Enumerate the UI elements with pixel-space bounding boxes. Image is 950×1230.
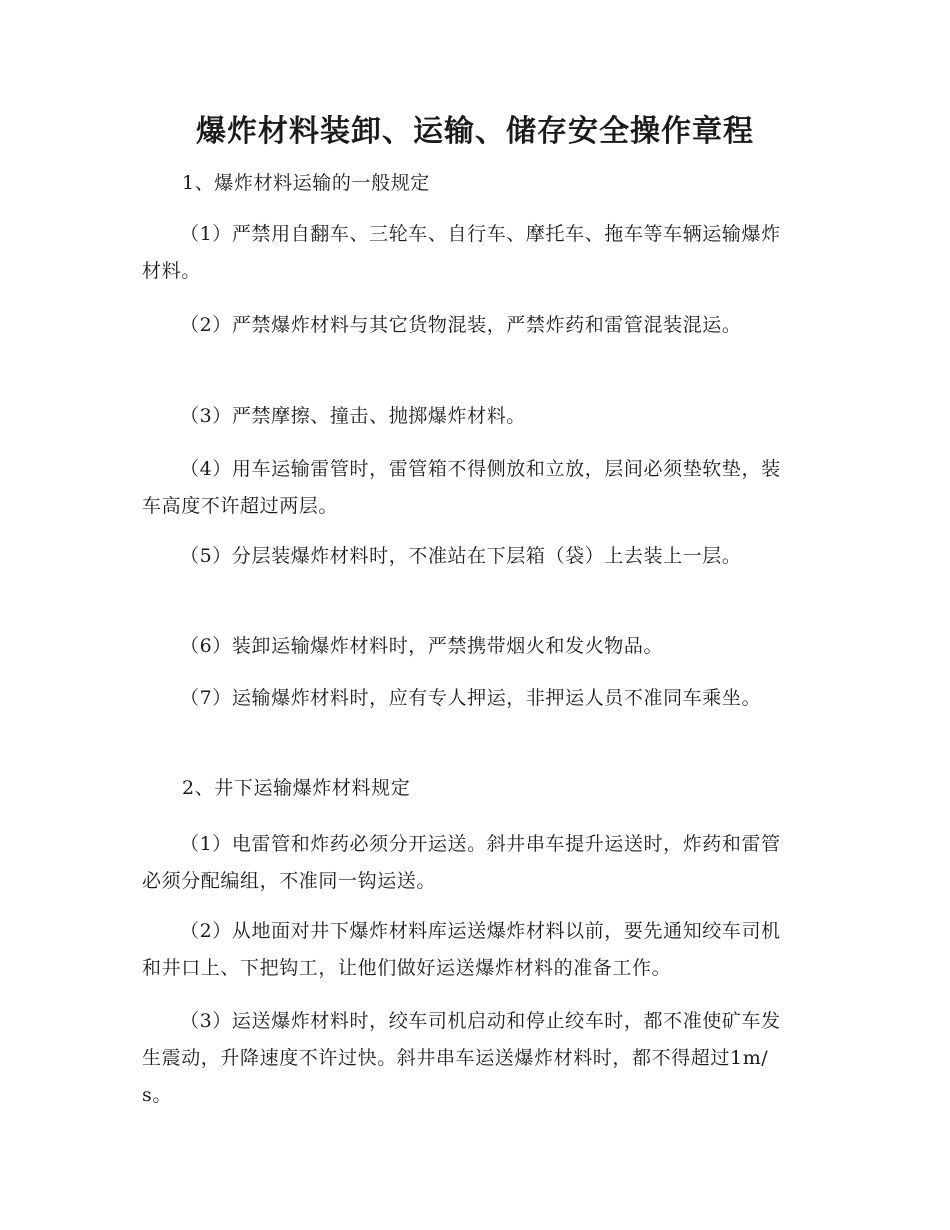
paragraph-1-4: （4）用车运输雷管时，雷管箱不得侧放和立放，层间必须垫软垫，装车高度不许超过两层。	[142, 458, 781, 517]
section-heading-2: 2、井下运输爆炸材料规定	[182, 777, 411, 799]
paragraph-2-1: （1）电雷管和炸药必须分开运送。斜井串车提升运送时，炸药和雷管必须分配编组，不准同一钩运送。	[142, 833, 781, 892]
paragraph-2-2: （2）从地面对井下爆炸材料库运送爆炸材料以前，要先通知绞车司机和井口上、下把钩工，让他们做好运送爆炸材料的准备工作。	[142, 920, 781, 979]
paragraph-1-5: （5）分层装爆炸材料时，不准站在下层箱（袋）上去装上一层。	[180, 545, 742, 567]
document-title: 爆炸材料装卸、运输、储存安全操作章程	[196, 114, 754, 149]
paragraph-2-3: （3）运送爆炸材料时，绞车司机启动和停止绞车时，都不准使矿车发生震动，升降速度不许过快。斜井串车运送爆炸材料时，都不得超过1m/s。	[142, 1010, 781, 1106]
paragraph-1-1: （1）严禁用自翻车、三轮车、自行车、摩托车、拖车等车辆运输爆炸材料。	[142, 223, 781, 282]
paragraph-1-6: （6）装卸运输爆炸材料时，严禁携带烟火和发火物品。	[180, 635, 664, 657]
paragraph-1-2: （2）严禁爆炸材料与其它货物混装，严禁炸药和雷管混装混运。	[180, 314, 742, 336]
section-heading-1: 1、爆炸材料运输的一般规定	[182, 172, 430, 194]
paragraph-1-7: （7）运输爆炸材料时，应有专人押运，非押运人员不准同车乘坐。	[180, 687, 762, 709]
paragraph-1-3: （3）严禁摩擦、撞击、抛掷爆炸材料。	[180, 405, 526, 427]
